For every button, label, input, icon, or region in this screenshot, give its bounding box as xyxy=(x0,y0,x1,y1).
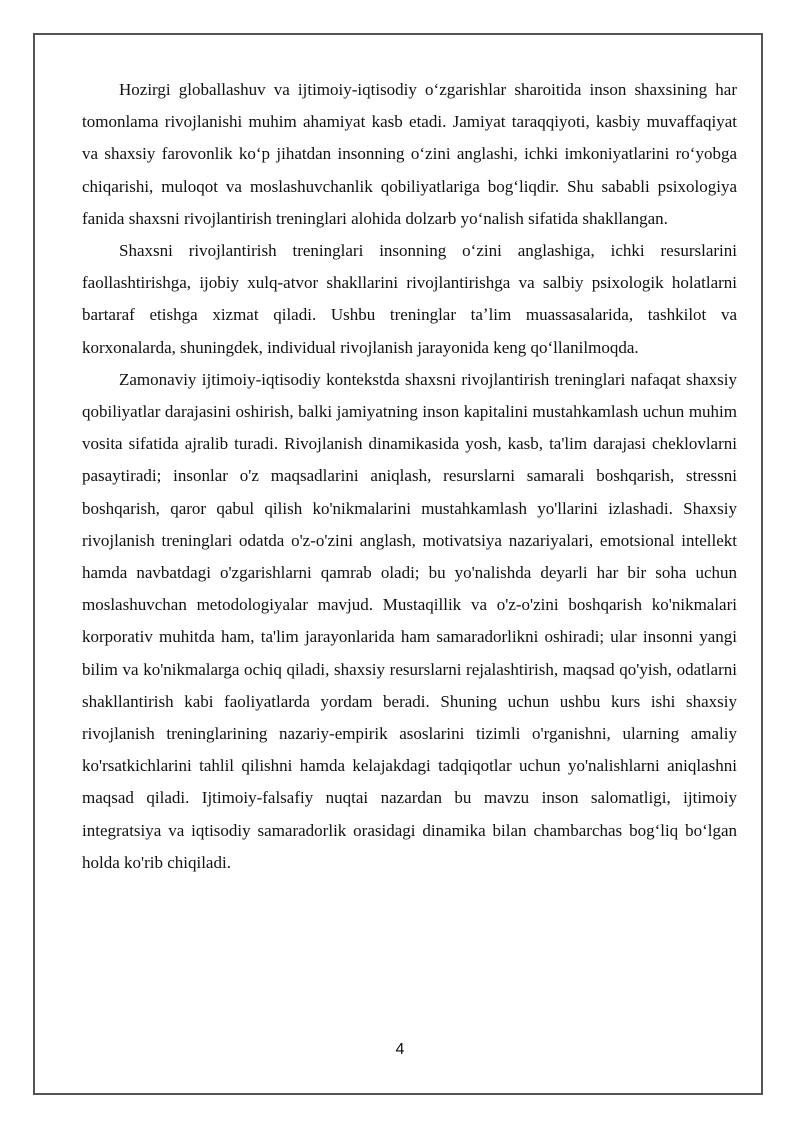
document-body xyxy=(82,74,737,879)
paragraph-3: Zamonaviy ijtimoiy-iqtisodiy kontekstda shaxsni rivojlantirish treninglari nafaqat shaxsiy qobiliyatlar darajasini oshirish, balki jamiyatning inson kapitalini mustahkamlash uchun muhim vosita sifatida ajralib turadi. Rivojlanish dinamikasida yosh, kasb, ta'lim darajasi cheklovlarni pasaytiradi; insonlar o'z maqsadlarini aniqlash, resurslarni samarali boshqarish, stressni boshqarish, qaror qabul qilish ko'nikmalarini mustahkamlash yo'llarini izlashadi. Shaxsiy rivojlanish treninglari odatda o'z-o'zini anglash, motivatsiya nazariyalari, emotsional intellekt hamda navbatdagi o'zgarishlarni qamrab oladi; bu yo'nalishda deyarli har bir soha uchun moslashuvchan metodologiyalar mavjud. Mustaqillik va o'z-o'zini boshqarish ko'nikmalari korporativ muhitda ham, ta'lim jarayonlarida ham samaradorlikni oshiradi; ular insonni yangi bilim va ko'nikmalarga ochiq qiladi, shaxsiy resurslarni rejalashtirish, maqsad qo'yish, odatlarni shakllantirish kabi faoliyatlarda yordam beradi. Shuning uchun ushbu kurs ishi shaxsiy rivojlanish treninglarining nazariy-empirik asoslarini tizimli o'rganishni, ularning amaliy ko'rsatkichlarini tahlil qilishni hamda kelajakdagi tadqiqotlar uchun yo'nalishlarni aniqlashni maqsad qiladi. Ijtimoiy-falsafiy nuqtai nazardan bu mavzu inson salomatligi, ijtimoiy integratsiya va iqtisodiy samaradorlik orasidagi dinamika bilan chambarchas bogʻliq boʻlgan holda ko'rib chiqiladi. xyxy=(82,369,737,872)
paragraph-1: Hozirgi globallashuv va ijtimoiy-iqtisodiy oʻzgarishlar sharoitida inson shaxsining har tomonlama rivojlanishi muhim ahamiyat kasb etadi. Jamiyat taraqqiyoti, kasbiy muvaffaqiyat va shaxsiy farovonlik koʻp jihatdan insonning oʻzini anglashi, ichki imkoniyatlarini roʻyobga chiqarishi, muloqot va moslashuvchanlik qobiliyatlariga bogʻliqdir. Shu sababli psixologiya fanida shaxsni rivojlantirish treninglari alohida dolzarb yoʻnalish sifatida shakllangan. xyxy=(82,80,737,228)
page-number: 4 xyxy=(395,1041,405,1058)
paragraph-2: Shaxsni rivojlantirish treninglari insonning oʻzini anglashiga, ichki resurslarini faollashtirishga, ijobiy xulq-atvor shakllarini rivojlantirishga va salbiy psixologik holatlarni bartaraf etishga xizmat qiladi. Ushbu treninglar taʼlim muassasalarida, tashkilot va korxonalarda, shuningdek, individual rivojlanish jarayonida keng qoʻllanilmoqda. xyxy=(82,241,737,357)
